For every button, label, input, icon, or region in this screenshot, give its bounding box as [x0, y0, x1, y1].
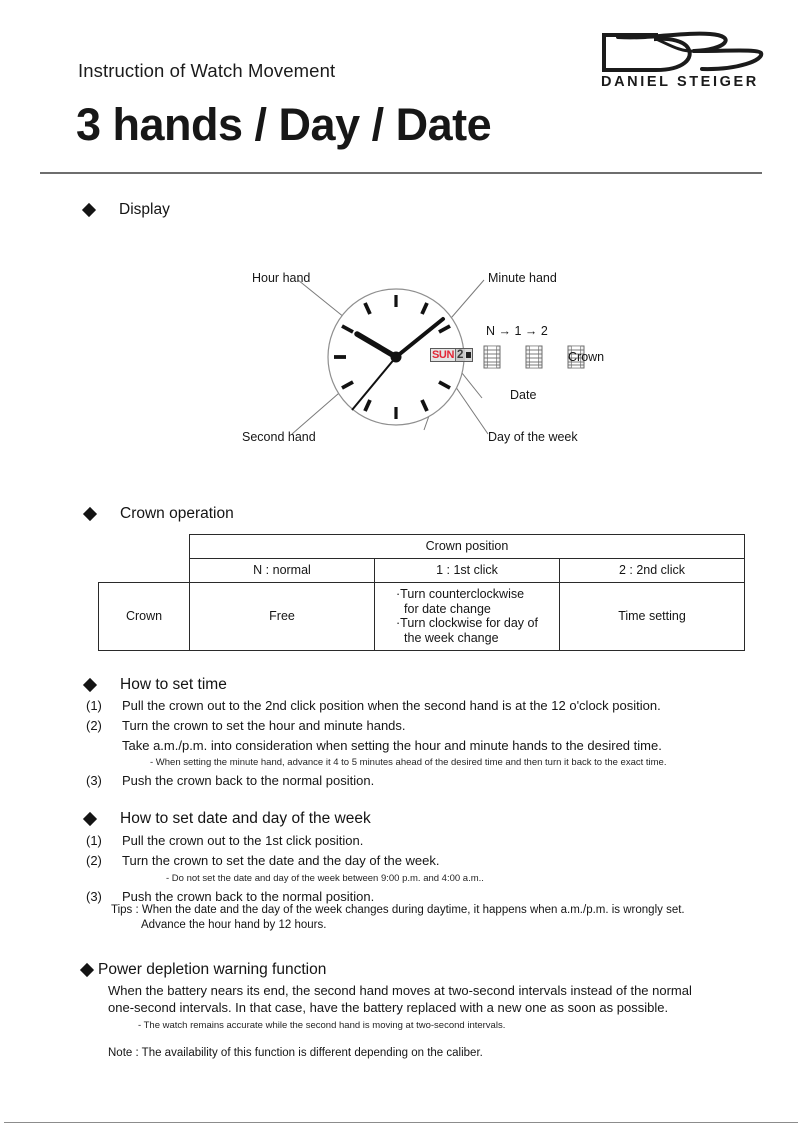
date-value: 2	[457, 349, 464, 361]
table-header-second-click: 2 : 2nd click	[560, 559, 745, 583]
page-subtitle: Instruction of Watch Movement	[78, 60, 336, 81]
step-number: (3)	[86, 889, 102, 904]
step-number: (2)	[86, 718, 102, 733]
label-minute-hand: Minute hand	[488, 271, 557, 285]
table-cell-line: ·Turn clockwise for day of	[396, 616, 538, 630]
label-crown: Crown	[568, 350, 605, 364]
paragraph-line: When the battery nears its end, the second hand moves at two-second intervals instead of the normal	[108, 983, 692, 998]
table-cell-spacer	[99, 535, 190, 559]
table-row-column-headers	[99, 559, 745, 583]
tips-line: Tips : When the date and the day of the week changes during daytime, it happens when a.m./p.m. is wrongly set.	[111, 904, 685, 916]
label-date: Date	[510, 388, 537, 402]
list-item	[86, 717, 666, 734]
section-heading-set-date	[85, 810, 371, 828]
diamond-bullet-icon	[82, 203, 96, 217]
section-label: Display	[119, 201, 170, 218]
label-second-hand: Second hand	[242, 430, 316, 444]
power-depletion-body	[108, 982, 692, 1061]
paragraph-line: one-second intervals. In that case, have the battery replaced with a new one as soon as possible.	[108, 1000, 669, 1015]
section-heading-crown-operation	[85, 505, 234, 523]
step-text: Pull the crown out to the 2nd click position when the second hand is at the 12 o'clock position.	[122, 698, 661, 713]
center-pin	[391, 352, 402, 363]
set-time-note: - When setting the minute hand, advance it 4 to 5 minutes ahead of the desired time and then turn it back to the exact time.	[150, 757, 667, 768]
step-number: (1)	[86, 698, 102, 713]
step-continuation: Take a.m./p.m. into consideration when setting the hour and minute hands to the desired time.	[122, 738, 662, 753]
step-number: (3)	[86, 773, 102, 788]
section-label: How to set date and day of the week	[120, 810, 371, 827]
section-heading-display	[84, 201, 170, 219]
diamond-bullet-icon	[83, 678, 97, 692]
diamond-bullet-icon	[80, 963, 94, 977]
power-depletion-note: - The watch remains accurate while the second hand is moving at two-second intervals.	[138, 1020, 506, 1031]
step-text: Push the crown back to the normal position.	[122, 773, 375, 788]
section-label: Crown operation	[120, 505, 234, 522]
crown-position-sequence: N → 1 → 2	[486, 324, 548, 338]
table-cell-normal: Free	[190, 583, 375, 651]
table-cell-spacer	[99, 559, 190, 583]
header-divider	[40, 172, 762, 174]
label-day-of-week: Day of the week	[488, 430, 578, 444]
table-row	[99, 583, 745, 651]
table-cell-first-click	[375, 583, 560, 651]
set-date-tips	[111, 903, 685, 933]
day-of-week-value: SUN	[432, 349, 455, 361]
day-date-window	[430, 348, 473, 362]
tips-line: Advance the hour hand by 12 hours.	[141, 919, 327, 931]
section-label: Power depletion warning function	[98, 961, 327, 978]
table-header-crown-position: Crown position	[190, 535, 745, 559]
brand-name: DANIEL STEIGER	[601, 74, 759, 90]
watch-diagram	[234, 262, 614, 458]
caliber-note: Note : The availability of this function is different depending on the caliber.	[108, 1047, 483, 1059]
table-cell-line: ·Turn counterclockwise	[396, 587, 525, 601]
table-cell-second-click: Time setting	[560, 583, 745, 651]
table-header-normal: N : normal	[190, 559, 375, 583]
label-hour-hand: Hour hand	[252, 271, 311, 285]
diamond-bullet-icon	[83, 507, 97, 521]
step-text: Turn the crown to set the hour and minute hands.	[122, 718, 406, 733]
crown-operation-table	[98, 534, 745, 651]
section-heading-set-time	[85, 676, 227, 694]
crown-icon-normal	[484, 346, 500, 368]
step-number: (2)	[86, 853, 102, 868]
table-cell-line: the week change	[404, 630, 499, 645]
step-text: Turn the crown to set the date and the day of the week.	[122, 853, 440, 868]
table-row-label-crown: Crown	[99, 583, 190, 651]
step-number: (1)	[86, 833, 102, 848]
table-cell-line: for date change	[404, 601, 491, 616]
brand-logo	[598, 30, 766, 90]
list-item	[86, 832, 484, 849]
table-header-first-click: 1 : 1st click	[375, 559, 560, 583]
list-item	[86, 852, 484, 869]
set-date-note: - Do not set the date and day of the week between 9:00 p.m. and 4:00 a.m..	[166, 873, 484, 884]
footer-divider	[4, 1122, 798, 1123]
set-time-steps	[86, 697, 666, 792]
set-date-steps	[86, 832, 484, 908]
section-heading-power-depletion	[82, 961, 326, 979]
list-item	[86, 697, 666, 714]
list-item	[86, 772, 666, 789]
window-marker-icon	[466, 352, 471, 358]
diamond-bullet-icon	[83, 812, 97, 826]
table-row-group-header	[99, 535, 745, 559]
step-text: Push the crown back to the normal position.	[122, 889, 375, 904]
step-text: Pull the crown out to the 1st click position.	[122, 833, 364, 848]
crown-icon-first-click	[526, 346, 542, 368]
ds-monogram-icon	[598, 30, 766, 74]
page-title: 3 hands / Day / Date	[76, 99, 492, 150]
section-label: How to set time	[120, 676, 227, 693]
